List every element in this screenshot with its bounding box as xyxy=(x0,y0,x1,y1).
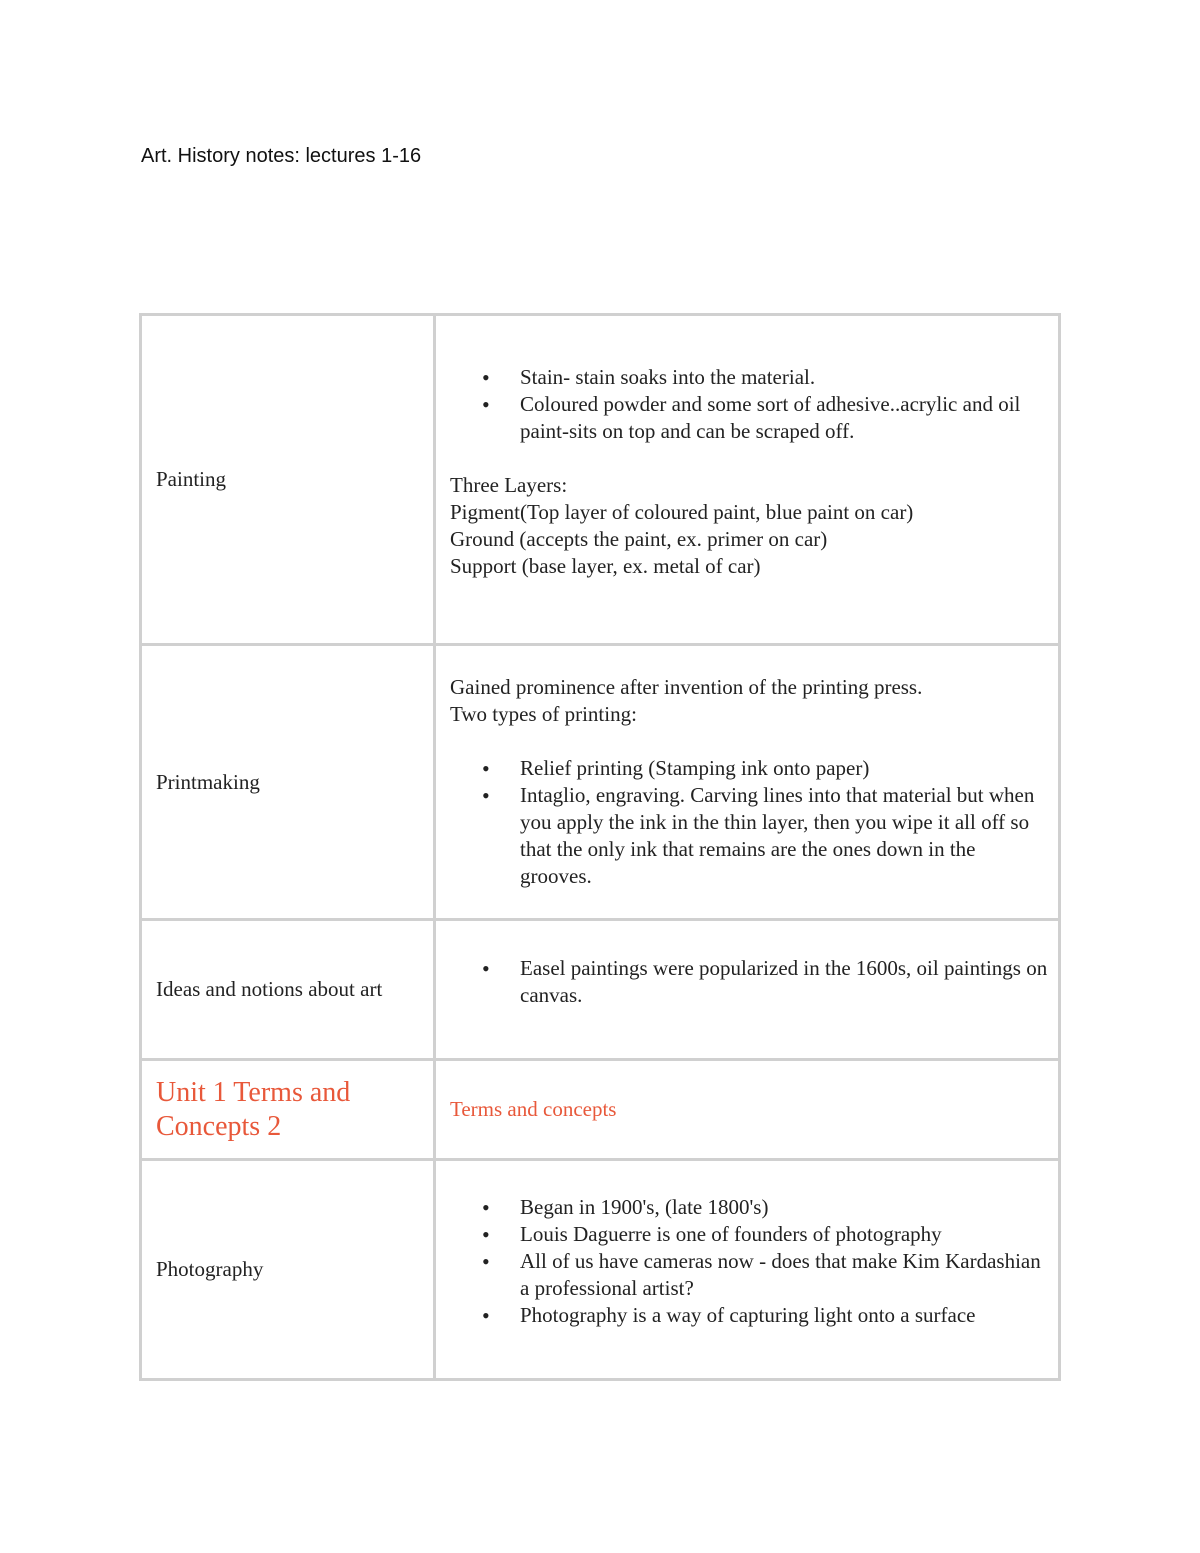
list-item: • Began in 1900's, (late 1800's) xyxy=(520,1194,1048,1221)
list-item: • All of us have cameras now - does that make Kim Kardashian a professional artist? xyxy=(520,1248,1048,1302)
painting-notes xyxy=(450,364,1048,580)
row-content-cell xyxy=(435,920,1060,1060)
spacer xyxy=(450,445,1048,472)
bullet-list xyxy=(450,1194,1048,1329)
ideas-notes xyxy=(450,955,1048,1009)
row-label-cell xyxy=(141,315,435,645)
table-row-painting xyxy=(141,315,1060,645)
bullet-list xyxy=(450,364,1048,445)
list-item: • Coloured powder and some sort of adhesive..acrylic and oil paint-sits on top and can be scraped off. xyxy=(520,391,1048,445)
table-row-photography xyxy=(141,1160,1060,1380)
text-line: Gained prominence after invention of the printing press. xyxy=(450,675,923,699)
row-label: Painting xyxy=(156,467,227,491)
row-label-cell xyxy=(141,1160,435,1380)
text-line: Ground (accepts the paint, ex. primer on car) xyxy=(450,526,828,551)
row-label: Photography xyxy=(156,1257,264,1281)
bullet-list xyxy=(450,955,1048,1009)
row-label: Printmaking xyxy=(156,769,260,794)
row-label-cell xyxy=(141,1060,435,1160)
row-label: Ideas and notions about art xyxy=(156,977,383,1001)
spacer xyxy=(450,728,1048,755)
bullet-list xyxy=(450,755,1048,890)
table-row-ideas xyxy=(141,920,1060,1060)
table-row-printmaking xyxy=(141,645,1060,920)
list-item: • Stain- stain soaks into the material. xyxy=(520,364,1048,391)
unit-heading: Unit 1 Terms and Concepts 2 xyxy=(156,1076,351,1142)
unit-subheading: Terms and concepts xyxy=(450,1097,617,1121)
photography-notes xyxy=(450,1194,1048,1329)
row-label-cell xyxy=(141,920,435,1060)
text-line: Pigment(Top layer of coloured paint, blue paint on car) xyxy=(450,499,914,524)
list-item: • Intaglio, engraving. Carving lines into that material but when you apply the ink in the thin layer, then you wipe it all off so that the only ink that remains are the ones down in the grooves. xyxy=(520,782,1048,890)
table-row-unit-heading xyxy=(141,1060,1060,1160)
list-item: • Easel paintings were popularized in the 1600s, oil paintings on canvas. xyxy=(520,955,1048,1009)
row-content-cell xyxy=(435,1160,1060,1380)
list-item: • Relief printing (Stamping ink onto paper) xyxy=(520,755,1048,782)
row-content-cell xyxy=(435,645,1060,920)
text-line: Support (base layer, ex. metal of car) xyxy=(450,553,761,578)
notes-table xyxy=(139,313,1061,1381)
text-line: Two types of printing: xyxy=(450,702,637,726)
printmaking-notes xyxy=(450,674,1048,890)
row-label-cell xyxy=(141,645,435,920)
list-item: • Louis Daguerre is one of founders of photography xyxy=(520,1221,1048,1248)
list-item: • Photography is a way of capturing light onto a surface xyxy=(520,1302,1048,1329)
text-line: Three Layers: xyxy=(450,472,568,497)
document-title: Art. History notes: lectures 1-16 xyxy=(141,145,422,167)
row-content-cell xyxy=(435,315,1060,645)
row-content-cell xyxy=(435,1060,1060,1160)
